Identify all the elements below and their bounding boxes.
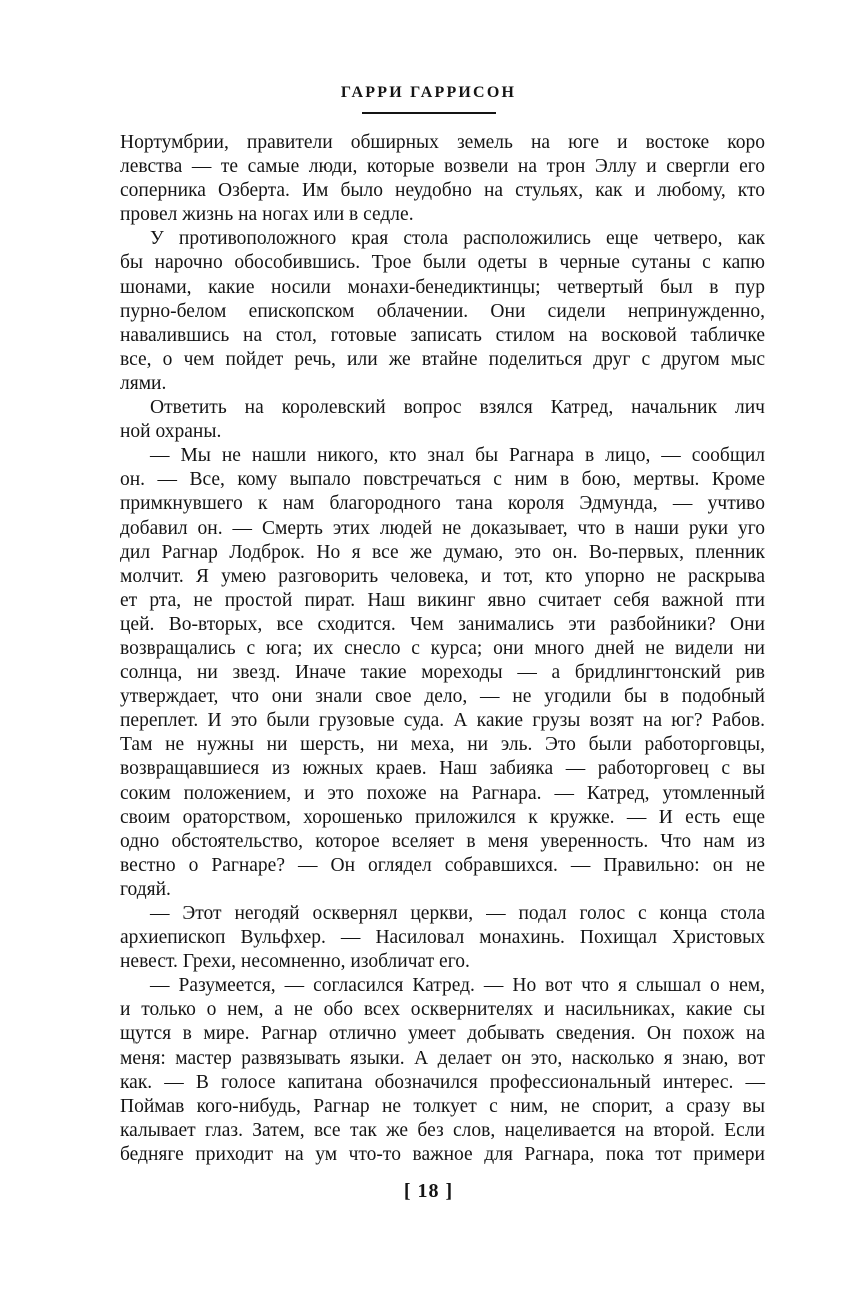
- text-line: невест. Грехи, несомненно, изобличат его.: [120, 951, 470, 973]
- text-line: молчит. Я умею разговорить человека, и тот, кто упорно не раскрыва: [120, 565, 765, 587]
- text-line: провел жизнь на ногах или в седле.: [120, 204, 414, 226]
- text-line: одно обстоятельство, которое вселяет в меня уверенность. Что нам из: [120, 830, 765, 852]
- text-line: и только о нем, а не обо всех осквернителях и насильниках, какие сы: [120, 999, 765, 1021]
- text-line: примкнувшего к нам благородного тана короля Эдмунда, — учтиво: [120, 493, 765, 515]
- text-line: все, о чем пойдет речь, или же втайне поделиться друг с другом мыс: [120, 348, 765, 370]
- text-line: ной охраны.: [120, 421, 222, 443]
- text-line: бы нарочно обособившись. Трое были одеты в черные сутаны с капю: [120, 252, 765, 274]
- header-rule: [362, 112, 496, 114]
- page-number: [ 18 ]: [403, 1180, 454, 1202]
- text-line: Поймав кого-нибудь, Рагнар не толкует с ним, не спорит, а сразу вы: [120, 1095, 765, 1117]
- text-line: утверждает, что они знали свое дело, — не угодили бы в подобный: [120, 686, 765, 708]
- text-line: как. — В голосе капитана обозначился профессиональный интерес. —: [120, 1071, 765, 1093]
- text-line: своим ораторством, хорошенько приложился к кружке. — И есть еще: [120, 806, 765, 828]
- text-line: цей. Во-вторых, все сходится. Чем занимались эти разбойники? Они: [120, 613, 765, 635]
- text-line: У противоположного края стола расположились еще четверо, как: [150, 228, 765, 250]
- text-line: щутся в мире. Рагнар отлично умеет добывать сведения. Он похож на: [120, 1023, 765, 1045]
- text-line: соким положением, и это похоже на Рагнара. — Катред, утомленный: [120, 782, 765, 804]
- text-line: лями.: [120, 372, 167, 394]
- text-line: архиепископ Вульфхер. — Насиловал монахинь. Похищал Христовых: [120, 927, 765, 949]
- text-line: Ответить на королевский вопрос взялся Катред, начальник лич: [150, 397, 765, 419]
- text-line: шонами, какие носили монахи-бенедиктинцы; четвертый был в пур: [120, 276, 765, 298]
- text-line: дил Рагнар Лодброк. Но я все же думаю, это он. Во-первых, пленник: [120, 541, 765, 563]
- text-line: годяй.: [120, 878, 171, 900]
- text-line: переплет. И это были грузовые суда. А какие грузы возят на юг? Рабов.: [120, 710, 765, 732]
- text-line: бедняге приходит на ум что-то важное для Рагнара, пока тот примери: [120, 1143, 765, 1165]
- text-line: Там не нужны ни шерсть, ни меха, ни эль. Это были работорговцы,: [120, 734, 765, 756]
- text-line: пурно-белом епископском облачении. Они сидели непринужденно,: [120, 300, 765, 322]
- text-line: солнца, ни звезд. Иначе такие мореходы — а бридлингтонский рив: [120, 662, 765, 684]
- text-line: меня: мастер развязывать языки. А делает он это, насколько я знаю, вот: [120, 1047, 765, 1069]
- text-line: добавил он. — Смерть этих людей не доказывает, что в наши руки уго: [120, 517, 765, 539]
- text-line: возвращались с юга; их снесло с курса; они много дней не видели ни: [120, 637, 765, 659]
- text-line: — Разумеется, — согласился Катред. — Но вот что я слышал о нем,: [150, 975, 765, 997]
- text-line: он. — Все, кому выпало повстречаться с ним в бою, мертвы. Кроме: [120, 469, 765, 491]
- text-line: левства — те самые люди, которые возвели на трон Эллу и свергли его: [120, 156, 765, 178]
- text-line: калывает глаз. Затем, все так же без слов, нацеливается на второй. Если: [120, 1119, 765, 1141]
- text-line: — Этот негодяй осквернял церкви, — подал голос с конца стола: [150, 903, 765, 924]
- running-head: ГАРРИ ГАРРИСОН: [340, 84, 517, 101]
- text-line: соперника Озберта. Им было неудобно на стульях, как и любому, кто: [120, 180, 765, 202]
- text-line: Нортумбрии, правители обширных земель на юге и востоке коро: [120, 132, 765, 153]
- text-line: — Мы не нашли никого, кто знал бы Рагнара в лицо, — сообщил: [150, 445, 765, 467]
- text-line: навалившись на стол, готовые записать стилом на восковой табличке: [120, 324, 765, 346]
- text-line: возвращавшиеся из южных краев. Наш забияка — работорговец с вы: [120, 758, 765, 780]
- text-line: ет рта, не простой пират. Наш викинг явно считает себя важной пти: [120, 589, 765, 611]
- body-text: [120, 131, 765, 1167]
- text-line: вестно о Рагнаре? — Он оглядел собравшихся. — Правильно: он не: [120, 854, 765, 876]
